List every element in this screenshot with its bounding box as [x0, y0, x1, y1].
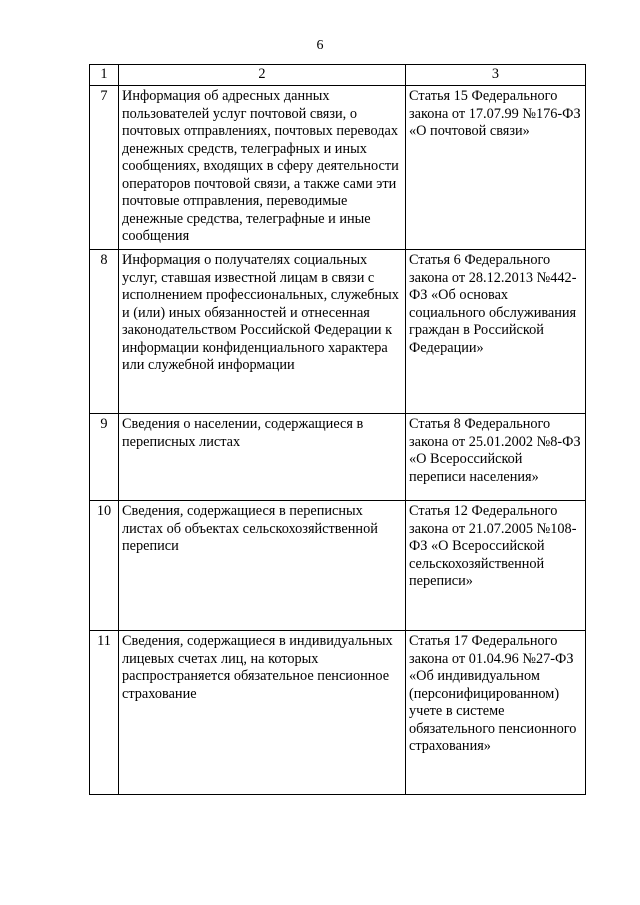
- table-row: [90, 631, 586, 795]
- table-row: [90, 501, 586, 631]
- info-description: Сведения, содержащиеся в индивидуальных лицевых счетах лиц, на которых распространяется обязательное пенсионное страхование: [119, 631, 406, 795]
- header-col-2: 2: [119, 65, 406, 86]
- table-row: [90, 86, 586, 250]
- table-header-row: [90, 65, 586, 86]
- legal-basis: Статья 8 Федерального закона от 25.01.2002 №8-ФЗ «О Всероссийской переписи населения»: [406, 414, 586, 501]
- table-row: [90, 250, 586, 414]
- legal-basis: Статья 17 Федерального закона от 01.04.96 №27-ФЗ «Об индивидуальном (персонифицированном) учете в системе обязательного пенсионного страхования»: [406, 631, 586, 795]
- info-description: Информация о получателях социальных услуг, ставшая известной лицам в связи с исполнением профессиональных, служебных и (или) иных обязанностей и отнесенная законодательством Российской Федерации к информации конфиденциального характера или служебной информации: [119, 250, 406, 414]
- info-description: Информация об адресных данных пользователей услуг почтовой связи, о почтовых отправлениях, почтовых переводах денежных средств, телеграфных и иных сообщениях, входящих в сферу деятельности операторов почтовой связи, а также сами эти почтовые отправления, переводимые денежные средства, телеграфные и иные сообщения: [119, 86, 406, 250]
- legal-basis: Статья 6 Федерального закона от 28.12.2013 №442-ФЗ «Об основах социального обслуживания граждан в Российской Федерации»: [406, 250, 586, 414]
- header-col-3: 3: [406, 65, 586, 86]
- legal-basis: Статья 15 Федерального закона от 17.07.99 №176-ФЗ «О почтовой связи»: [406, 86, 586, 250]
- row-number: 8: [90, 250, 119, 414]
- row-number: 11: [90, 631, 119, 795]
- row-number: 7: [90, 86, 119, 250]
- legal-basis: Статья 12 Федерального закона от 21.07.2005 №108-ФЗ «О Всероссийской сельскохозяйственной переписи»: [406, 501, 586, 631]
- row-number: 9: [90, 414, 119, 501]
- info-description: Сведения о населении, содержащиеся в переписных листах: [119, 414, 406, 501]
- info-description: Сведения, содержащиеся в переписных листах об объектах сельскохозяйственной переписи: [119, 501, 406, 631]
- page-number: 6: [316, 38, 324, 53]
- confidential-info-table: [89, 64, 586, 795]
- row-number: 10: [90, 501, 119, 631]
- header-col-1: 1: [90, 65, 119, 86]
- table-row: [90, 414, 586, 501]
